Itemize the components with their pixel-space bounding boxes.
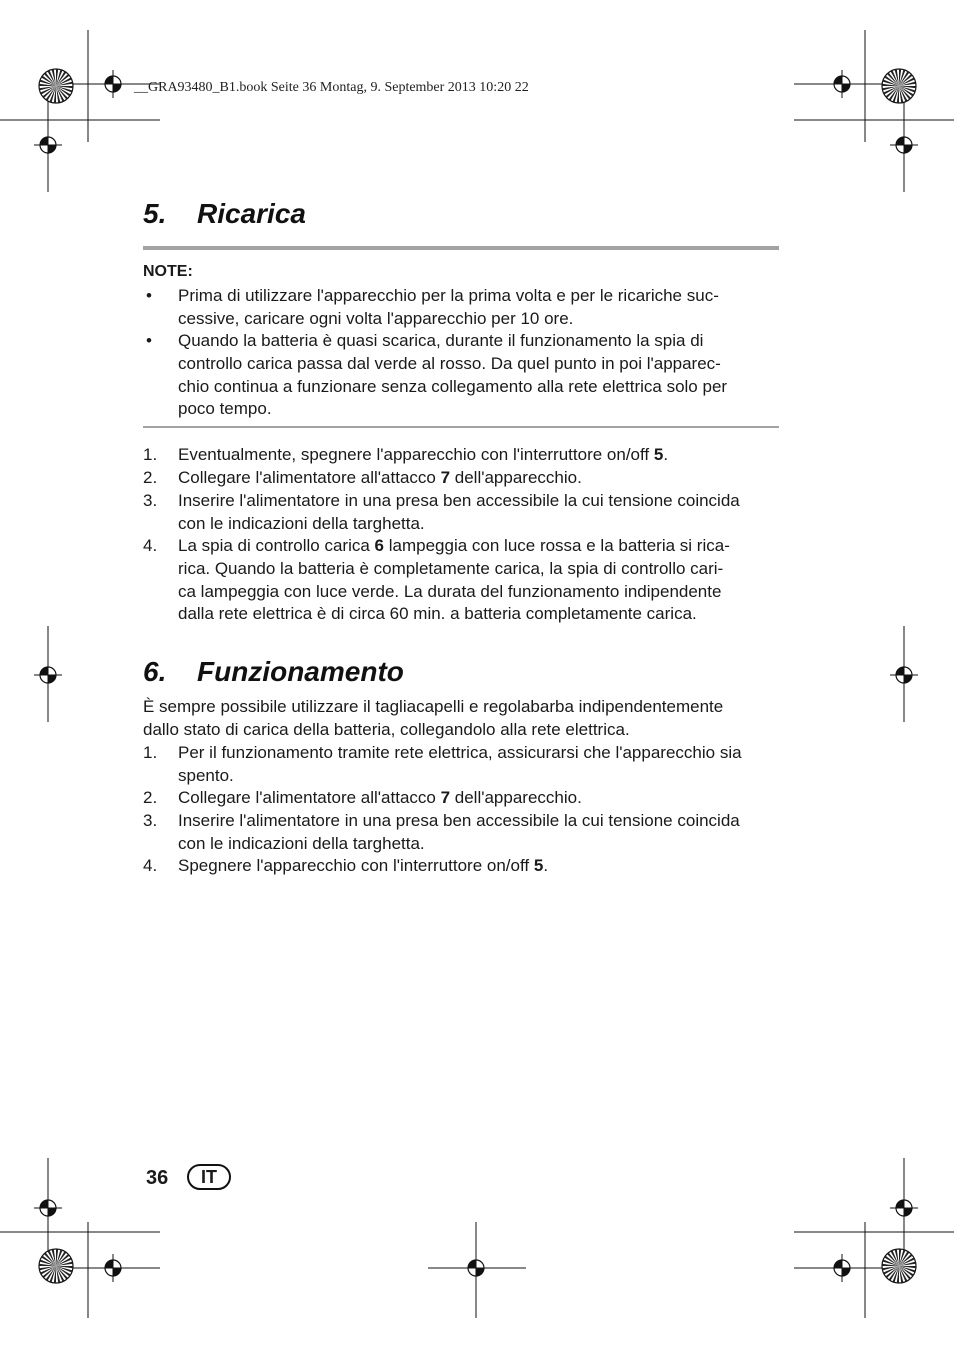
step-text: Eventualmente, spegnere l'apparecchio con l'interruttore on/off <box>178 445 654 464</box>
note-bottom-rule <box>143 426 779 428</box>
step-text: . <box>663 445 669 464</box>
note-item <box>143 285 783 331</box>
note-label: NOTE: <box>143 263 193 280</box>
step-text: Spegnere l'apparecchio con l'interruttore on/off <box>178 856 534 875</box>
step-number: 1. <box>143 743 158 762</box>
step-item <box>143 467 783 490</box>
note-bullet: • <box>146 286 152 305</box>
step-text: La spia di controllo carica <box>178 536 375 555</box>
step-text: ca lampeggia con luce verde. La durata del funzionamento indipendente <box>178 581 722 601</box>
step-text: Inserire l'alimentatore in una presa ben accessibile la cui tensione coincida <box>178 491 740 510</box>
step-text: Collegare l'alimentatore all'attacco <box>178 788 441 807</box>
step-ref: 7 <box>440 788 451 807</box>
step-number: 3. <box>143 491 158 510</box>
note-line: chio continua a funzionare senza collegamento alla rete elettrica solo per <box>178 376 728 396</box>
step-text: lampeggia con luce rossa e la batteria si rica- <box>384 536 730 555</box>
step-item <box>143 742 783 788</box>
note-line: Prima di utilizzare l'apparecchio per la prima volta e per le ricariche suc- <box>178 286 719 305</box>
step-text: con le indicazioni della targhetta. <box>178 833 425 853</box>
step-number: 4. <box>143 536 158 555</box>
step-ref: 6 <box>374 536 385 555</box>
note-line: controllo carica passa dal verde al rosso. Da quel punto in poi l'apparec- <box>178 353 721 373</box>
step-ref: 5 <box>533 856 544 875</box>
step-item <box>143 810 783 856</box>
intro-line: dallo stato di carica della batteria, collegandolo alla rete elettrica. <box>143 719 630 739</box>
step-text: con le indicazioni della targhetta. <box>178 513 425 533</box>
note-item <box>143 330 783 421</box>
section-6-number: 6. <box>143 656 167 687</box>
step-number: 4. <box>143 856 158 875</box>
step-text: Per il funzionamento tramite rete elettrica, assicurarsi che l'apparecchio sia <box>178 743 742 762</box>
print-header: __GRA93480_B1.book Seite 36 Montag, 9. September 2013 10:20 22 <box>134 80 529 95</box>
step-number: 2. <box>143 468 158 487</box>
step-ref: 5 <box>653 445 664 464</box>
note-bullet: • <box>146 331 152 350</box>
step-text: dell'apparecchio. <box>450 468 582 487</box>
section-6-title: Funzionamento <box>197 656 404 687</box>
step-text: . <box>543 856 549 875</box>
section-6-intro <box>143 696 783 742</box>
step-item <box>143 490 783 536</box>
step-text: Collegare l'alimentatore all'attacco <box>178 468 441 487</box>
step-text: dell'apparecchio. <box>450 788 582 807</box>
note-line: poco tempo. <box>178 399 272 419</box>
step-text: rica. Quando la batteria è completamente carica, la spia di controllo cari- <box>178 558 724 578</box>
step-text: spento. <box>178 765 234 785</box>
step-number: 2. <box>143 788 158 807</box>
note-line: Quando la batteria è quasi scarica, durante il funzionamento la spia di <box>178 331 704 350</box>
language-badge: IT <box>187 1164 231 1190</box>
note-line: cessive, caricare ogni volta l'apparecchio per 10 ore. <box>178 308 574 328</box>
intro-line: È sempre possibile utilizzare il tagliacapelli e regolabarba indipendentemente <box>143 697 724 716</box>
section-5-heading <box>143 200 306 228</box>
step-text: Inserire l'alimentatore in una presa ben accessibile la cui tensione coincida <box>178 811 740 830</box>
section-6-heading <box>143 658 404 686</box>
step-number: 3. <box>143 811 158 830</box>
step-item <box>143 787 783 810</box>
step-item <box>143 444 783 467</box>
step-item <box>143 855 783 878</box>
section-5-number: 5. <box>143 198 167 229</box>
page-number: 36 <box>146 1167 169 1189</box>
step-item <box>143 535 783 626</box>
section-5-title: Ricarica <box>197 198 306 229</box>
step-text: dalla rete elettrica è di circa 60 min. a batteria completamente carica. <box>178 604 697 624</box>
step-ref: 7 <box>440 468 451 487</box>
step-number: 1. <box>143 445 158 464</box>
section-5-rule <box>143 246 779 250</box>
